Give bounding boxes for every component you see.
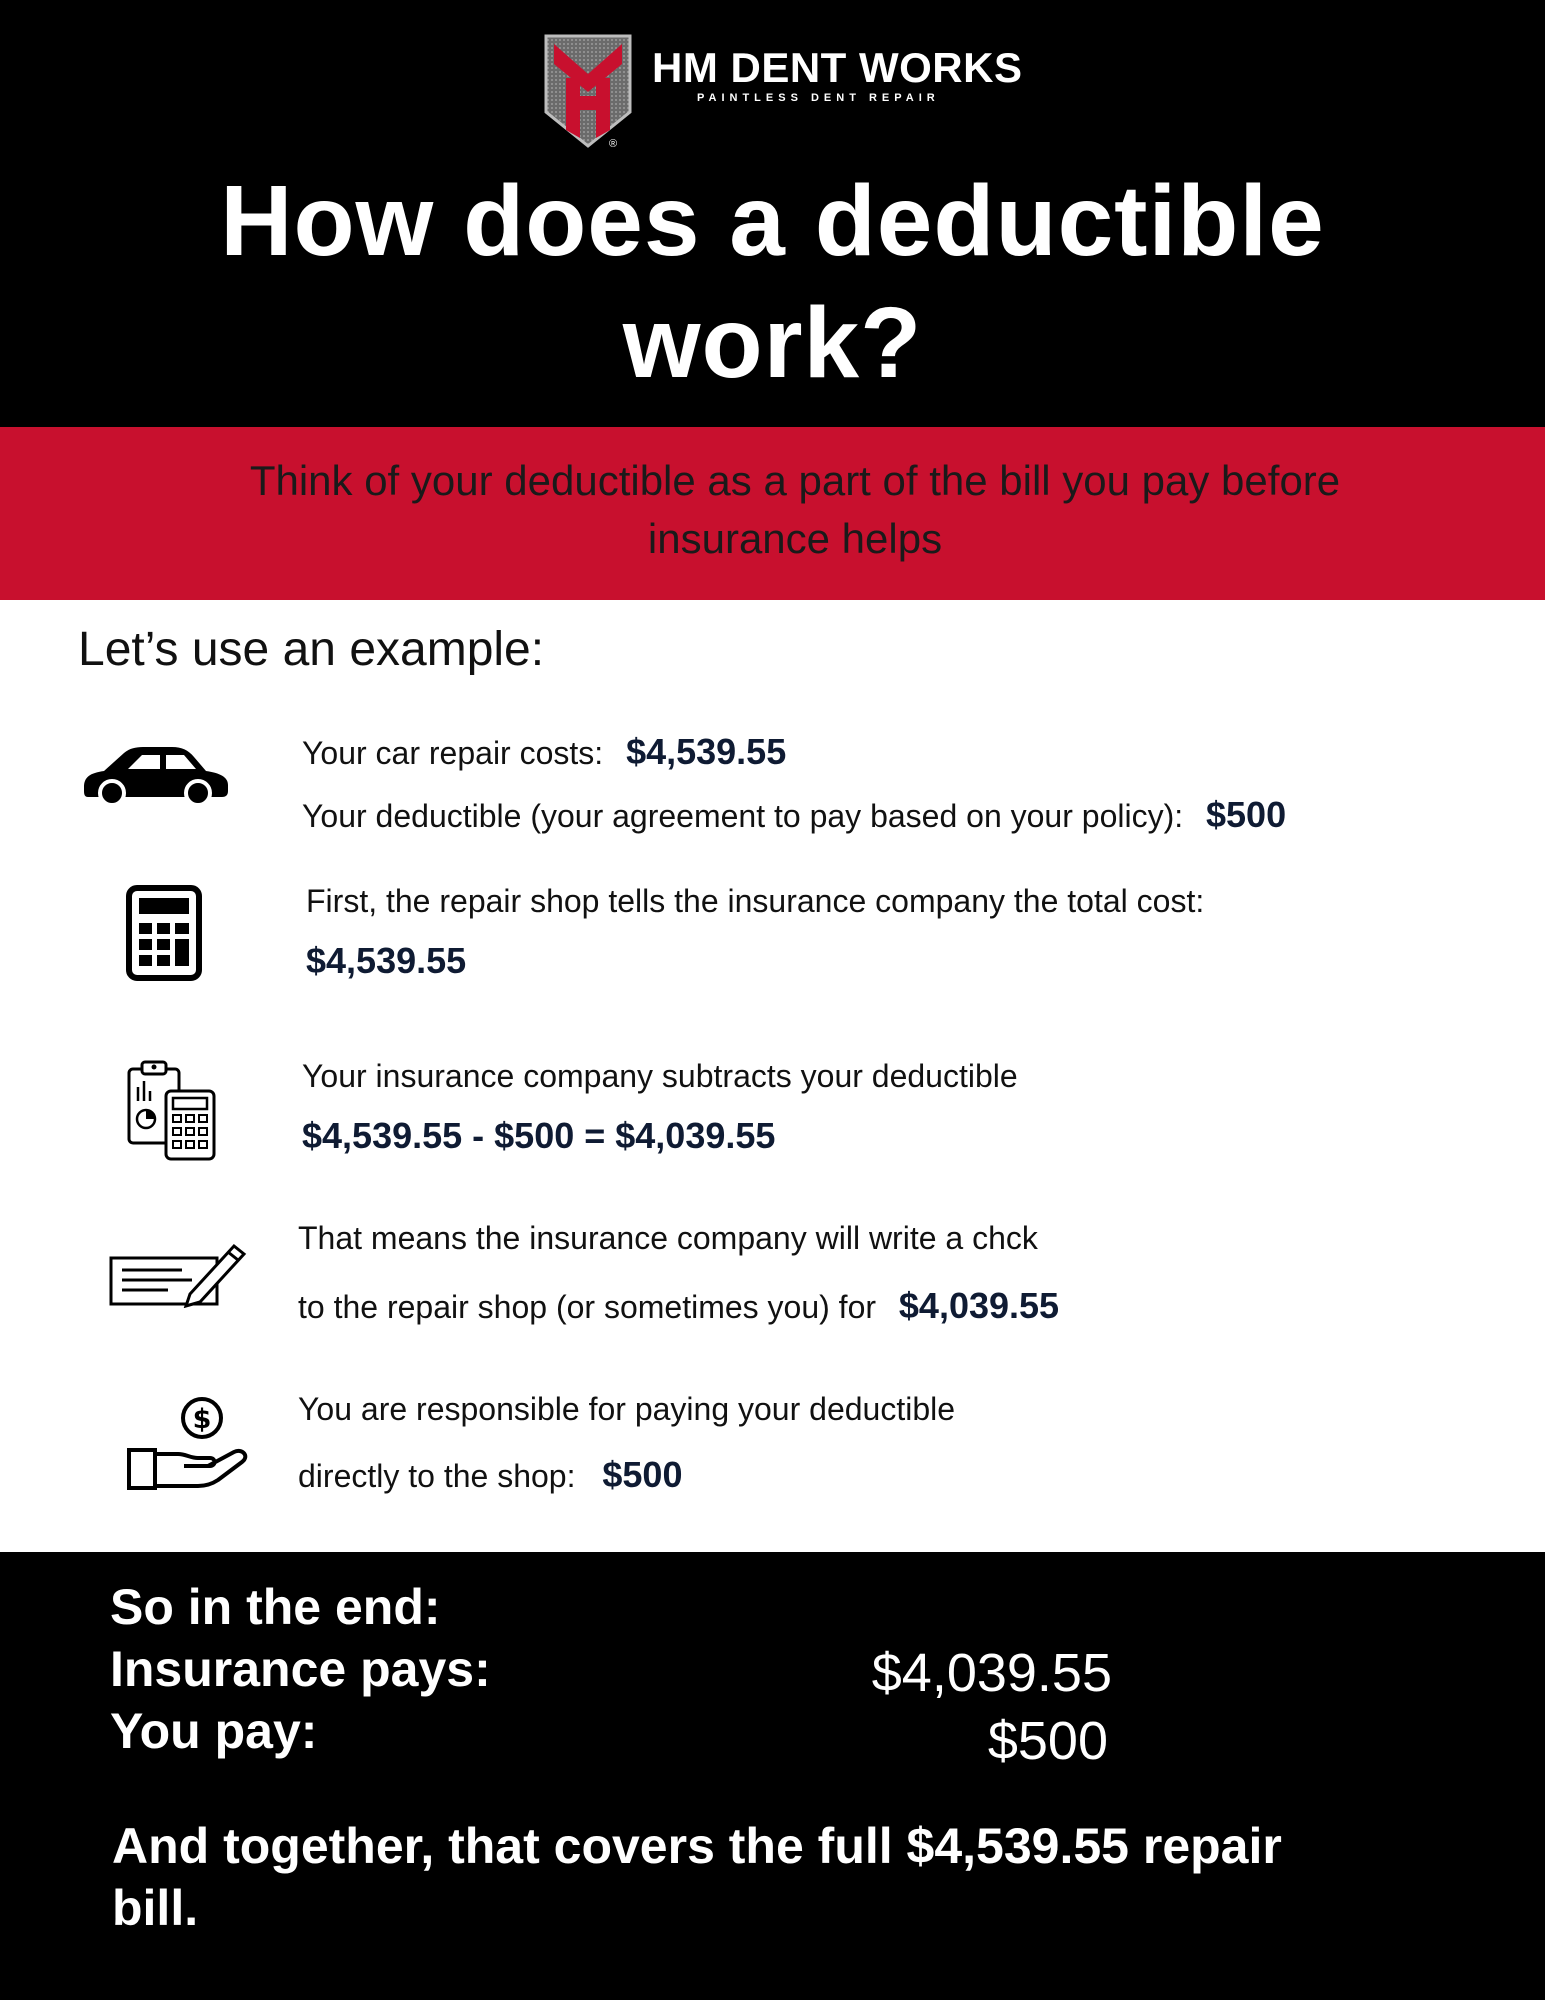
insurance-pays-label: Insurance pays:: [110, 1641, 491, 1697]
page-title: [80, 160, 1465, 404]
step-5-line-2: [298, 1454, 682, 1496]
your-deductible-amount: $500: [602, 1454, 683, 1495]
you-pay-label: You pay:: [110, 1703, 318, 1759]
step-2-line-1: First, the repair shop tells the insurance company the total cost:: [306, 883, 1205, 919]
step-4-line-1: That means the insurance company will write a chck: [298, 1220, 1038, 1256]
callout-line-1: Think of your deductible as a part of the bill you pay before: [249, 457, 1341, 504]
you-pay-amount: $500: [987, 1711, 1108, 1771]
svg-text:$: $: [192, 1404, 212, 1435]
check-pen-icon: [108, 1238, 250, 1308]
brand-name: HM DENT WORKS: [652, 44, 1023, 91]
hand-dollar-icon: [126, 1396, 252, 1492]
car-icon: [80, 745, 232, 807]
summary-conclusion-line-2: bill.: [112, 1880, 199, 1936]
step-1-line-2: [302, 794, 1286, 836]
total-cost-amount: $4,539.55: [306, 940, 467, 981]
check-amount: $4,039.55: [898, 1285, 1060, 1326]
pay-shop-label: directly to the shop:: [298, 1458, 576, 1494]
summary-conclusion-line-1: And together, that covers the full $4,539.55 repair: [112, 1818, 1282, 1874]
deductible-label: Your deductible (your agreement to pay based on your policy):: [302, 798, 1184, 834]
registered-mark: ®: [609, 138, 618, 150]
repair-cost-amount: $4,539.55: [626, 731, 787, 772]
deductible-amount: $500: [1206, 794, 1287, 835]
callout-text: [120, 452, 1470, 568]
example-intro: Let’s use an example:: [78, 623, 545, 676]
brand-tagline: PAINTLESS DENT REPAIR: [697, 92, 940, 104]
repair-cost-label: Your car repair costs:: [302, 735, 604, 771]
insurance-pays-amount: $4,039.55: [871, 1643, 1112, 1703]
check-recipient-label: to the repair shop (or sometimes you) for: [298, 1289, 877, 1325]
summary-heading: So in the end:: [110, 1579, 441, 1635]
clipboard-calculator-icon: [126, 1057, 218, 1163]
step-1-line-1: [302, 731, 786, 773]
step-3-line-1: Your insurance company subtracts your deductible: [302, 1058, 1018, 1094]
hm-shield-logo-icon: [542, 34, 634, 148]
page-title-line-2: work?: [622, 287, 923, 399]
step-4-line-2: [298, 1285, 1059, 1327]
callout-line-2: insurance helps: [647, 515, 943, 562]
subtraction-equation: $4,539.55 - $500 = $4,039.55: [302, 1115, 776, 1156]
page-title-line-1: How does a deductible: [220, 165, 1325, 277]
step-5-line-1: You are responsible for paying your deductible: [298, 1391, 956, 1427]
calculator-icon: [126, 885, 202, 981]
